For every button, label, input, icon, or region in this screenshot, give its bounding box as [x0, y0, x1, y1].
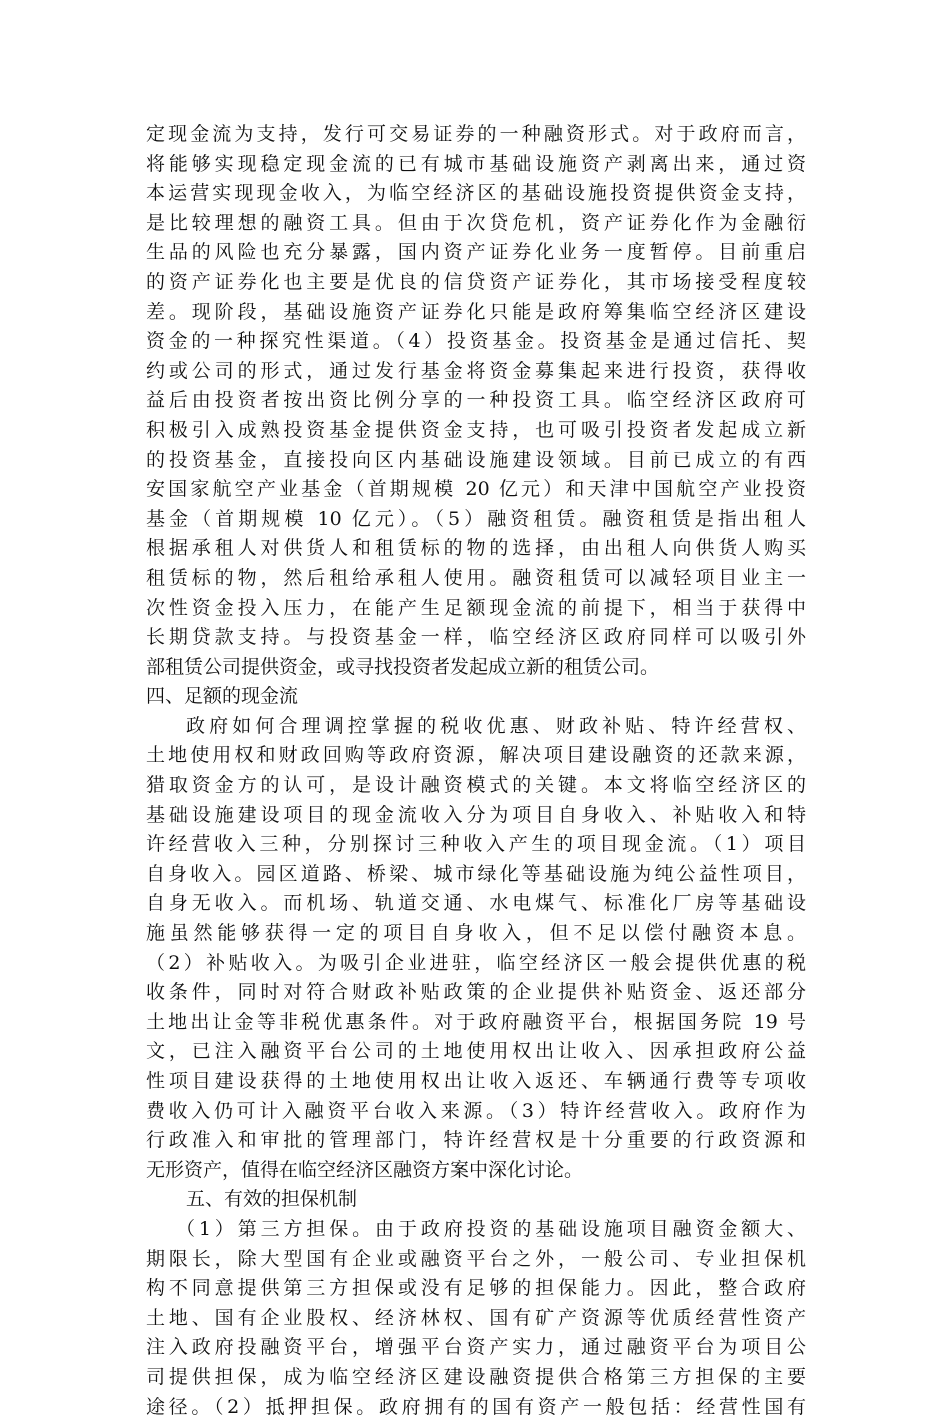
text-line: 长期贷款支持。与投资基金一样，临空经济区政府同样可以吸引外 — [146, 626, 806, 649]
text-line: 将能够实现稳定现金流的已有城市基础设施资产剥离出来，通过资 — [146, 152, 806, 175]
text-line: 构不同意提供第三方担保或没有足够的担保能力。因此，整合政府 — [146, 1277, 806, 1300]
text-line: 生品的风险也充分暴露，国内资产证券化业务一度暂停。目前重启 — [146, 241, 806, 264]
text-line: 本运营实现现金收入，为临空经济区的基础设施投资提供资金支持， — [146, 182, 806, 205]
text-line: （1）第三方担保。由于政府投资的基础设施项目融资金额大、 — [176, 1217, 806, 1240]
text-line: 政府如何合理调控掌握的税收优惠、财政补贴、特许经营权、 — [186, 714, 806, 737]
text-line: 文，已注入融资平台公司的土地使用权出让收入、因承担政府公益 — [146, 1040, 806, 1063]
text-line: 租赁标的物，然后租给承租人使用。融资租赁可以减轻项目业主一 — [146, 566, 806, 589]
text-line: 基础设施建设项目的现金流收入分为项目自身收入、补贴收入和特 — [146, 803, 806, 826]
text-line: 施虽然能够获得一定的项目自身收入，但不足以偿付融资本息。 — [146, 922, 806, 945]
text-line: 行政准入和审批的管理部门，特许经营权是十分重要的行政资源和 — [146, 1129, 806, 1152]
text-line: 约或公司的形式，通过发行基金将资金募集起来进行投资，获得收 — [146, 359, 806, 382]
text-line: 途径。（2）抵押担保。政府拥有的国有资产一般包括：经营性国有 — [146, 1395, 806, 1418]
text-line: 土地出让金等非税优惠条件。对于政府融资平台，根据国务院 19 号 — [146, 1010, 806, 1033]
text-line: 根据承租人对供货人和租赁标的物的选择，由出租人向供货人购买 — [146, 537, 806, 560]
text-line: 定现金流为支持，发行可交易证券的一种融资形式。对于政府而言， — [146, 123, 806, 145]
text-line: 次性资金投入压力，在能产生足额现金流的前提下，相当于获得中 — [146, 596, 806, 619]
text-line: 资金的一种探究性渠道。（4）投资基金。投资基金是通过信托、契 — [146, 330, 806, 353]
text-line: 无形资产，值得在临空经济区融资方案中深化讨论。 — [146, 1158, 584, 1181]
text-line: 土地、国有企业股权、经济林权、国有矿产资源等优质经营性资产 — [146, 1306, 806, 1329]
section-heading: 四、足额的现金流 — [146, 685, 299, 708]
section-heading: 五、有效的担保机制 — [186, 1188, 358, 1211]
text-line: 部租赁公司提供资金，或寻找投资者发起成立新的租赁公司。 — [146, 655, 660, 678]
text-line: 土地使用权和财政回购等政府资源，解决项目建设融资的还款来源， — [146, 744, 806, 767]
text-line: 费收入仍可计入融资平台收入来源。（3）特许经营收入。政府作为 — [146, 1099, 806, 1122]
text-line: 积极引入成熟投资基金提供资金支持，也可吸引投资者发起成立新 — [146, 418, 806, 441]
text-line: 自身收入。园区道路、桥梁、城市绿化等基础设施为纯公益性项目， — [146, 862, 806, 885]
text-line: 注入政府投融资平台，增强平台资产实力，通过融资平台为项目公 — [146, 1336, 806, 1359]
text-line: 差。现阶段，基础设施资产证券化只能是政府筹集临空经济区建设 — [146, 300, 806, 323]
text-line: 自身无收入。而机场、轨道交通、水电煤气、标准化厂房等基础设 — [146, 892, 806, 915]
text-line: 猎取资金方的认可，是设计融资模式的关键。本文将临空经济区的 — [146, 774, 806, 797]
body-text — [146, 120, 806, 1422]
text-line: 益后由投资者按出资比例分享的一种投资工具。临空经济区政府可 — [146, 389, 806, 412]
text-line: 的资产证券化也主要是优良的信贷资产证券化，其市场接受程度较 — [146, 270, 806, 293]
text-line: 性项目建设获得的土地使用权出让收入返还、车辆通行费等专项收 — [146, 1070, 806, 1092]
text-line: 基金（首期规模 10 亿元）。（5）融资租赁。融资租赁是指出租人 — [146, 507, 806, 530]
text-line: 司提供担保，成为临空经济区建设融资提供合格第三方担保的主要 — [146, 1365, 806, 1388]
text-line: 期限长，除大型国有企业或融资平台之外，一般公司、专业担保机 — [146, 1247, 806, 1270]
text-line: （2）补贴收入。为吸引企业进驻，临空经济区一般会提供优惠的税 — [146, 951, 806, 974]
text-line: 收条件，同时对符合财政补贴政策的企业提供补贴资金、返还部分 — [146, 981, 806, 1004]
text-line: 是比较理想的融资工具。但由于次贷危机，资产证券化作为金融衍 — [146, 211, 806, 234]
text-line: 安国家航空产业基金（首期规模 20 亿元）和天津中国航空产业投资 — [146, 478, 806, 501]
text-line: 许经营收入三种，分别探讨三种收入产生的项目现金流。（1）项目 — [146, 833, 806, 856]
text-line: 的投资基金，直接投向区内基础设施建设领域。目前已成立的有西 — [146, 448, 806, 471]
